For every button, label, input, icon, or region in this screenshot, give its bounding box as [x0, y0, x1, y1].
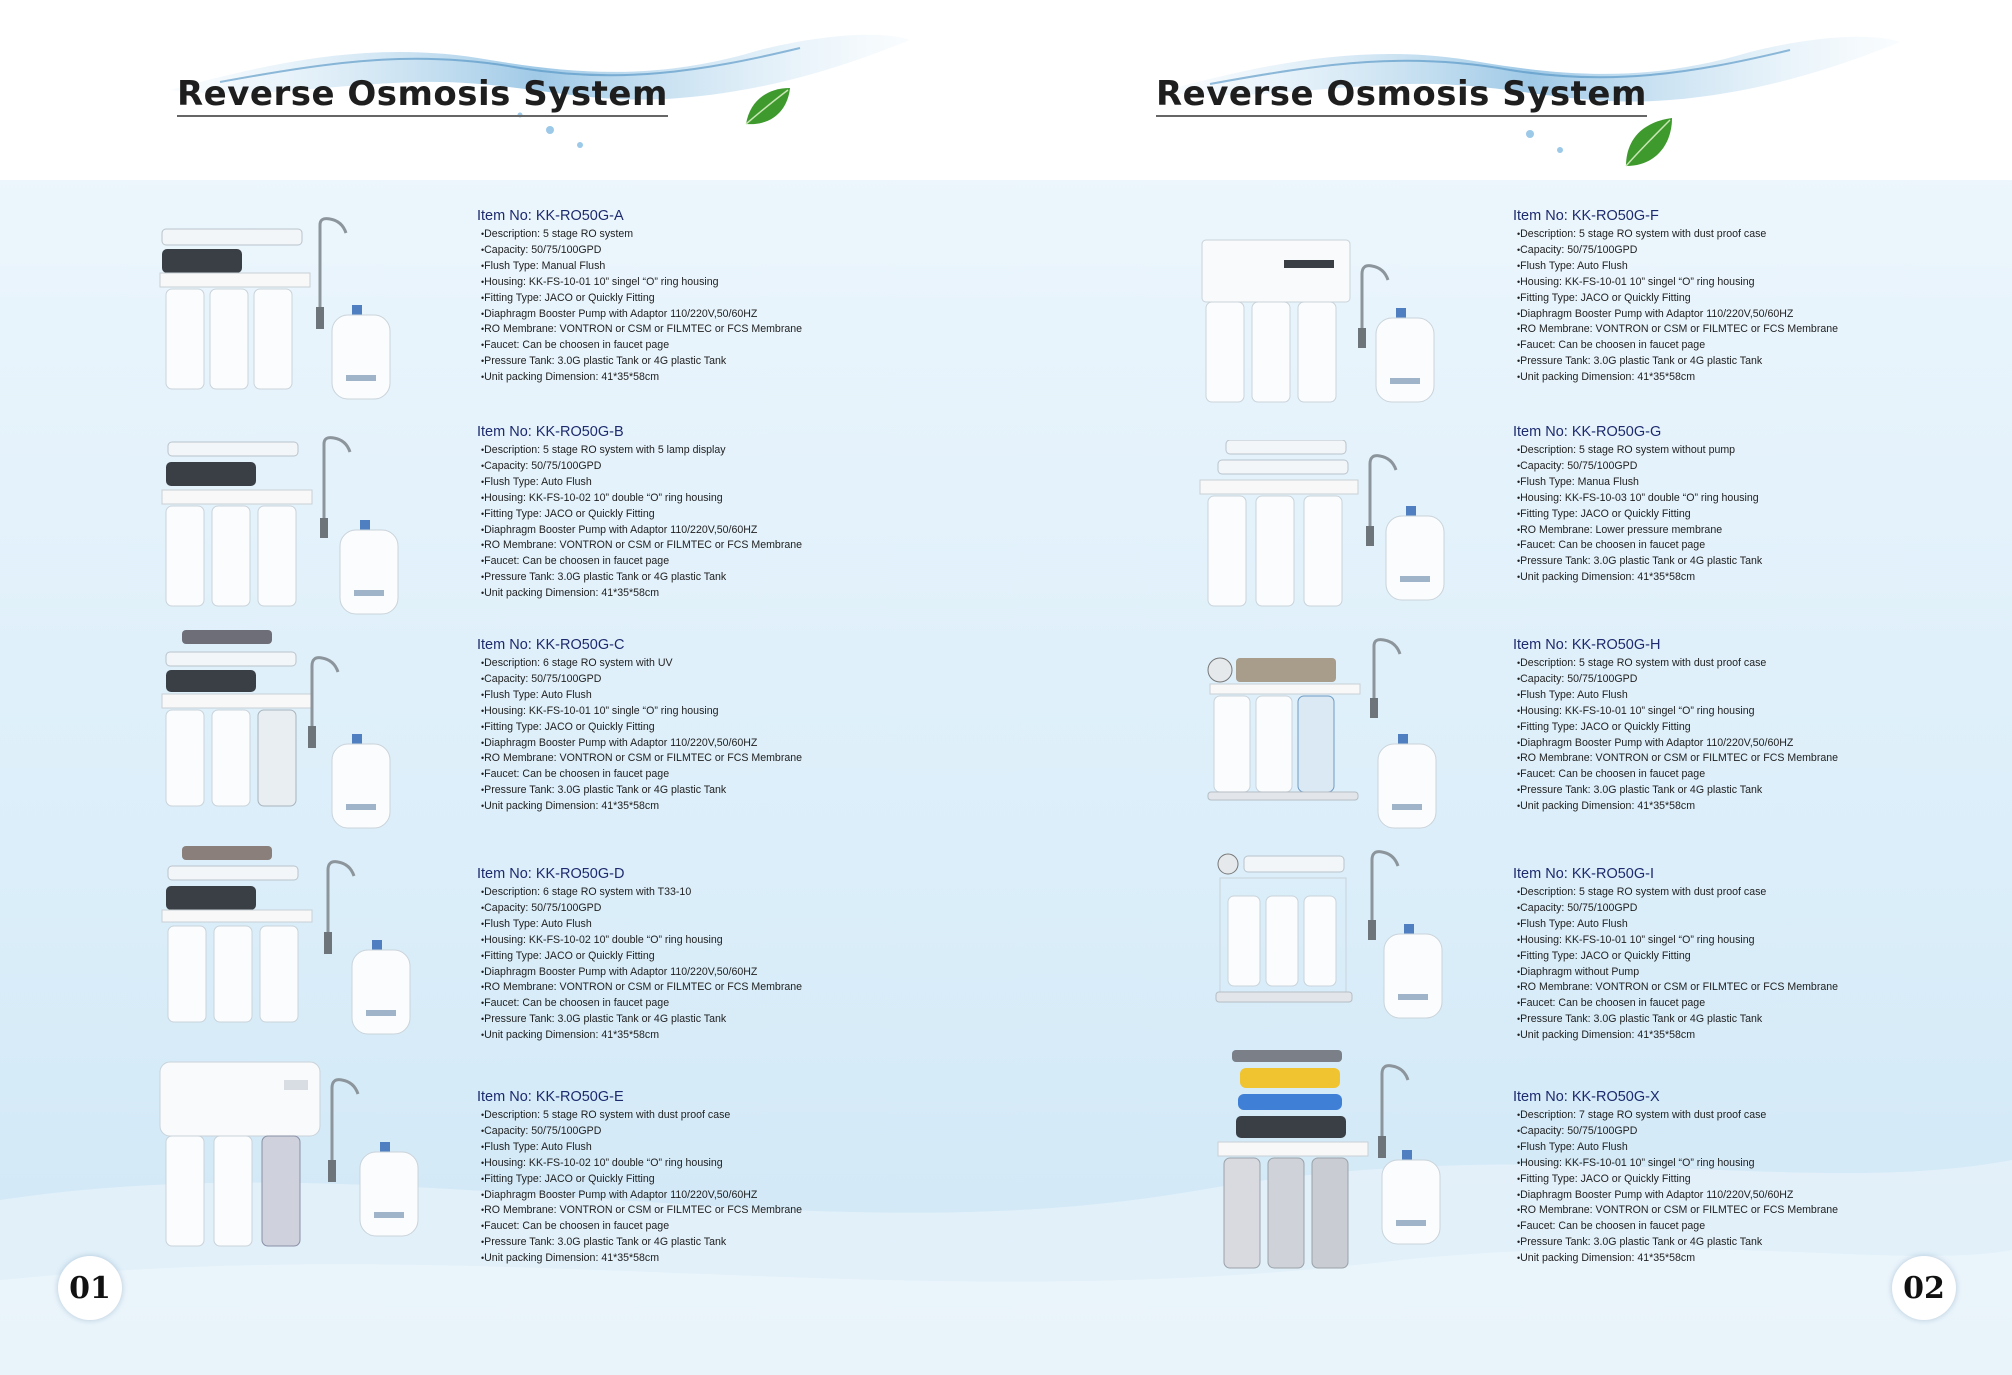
- spec-line: • Description: 5 stage RO system with dust proof case: [481, 1108, 897, 1124]
- spec-line: • Capacity: 50/75/100GPD: [1517, 459, 1933, 475]
- spec-list: [1513, 885, 1933, 1044]
- spec-line: • Faucet: Can be choosen in faucet page: [481, 338, 897, 354]
- item-number: Item No: KK-RO50G-A: [477, 208, 624, 224]
- spec-line: • Diaphragm Booster Pump with Adaptor 110/220V,50/60HZ: [481, 1188, 897, 1204]
- spec-line: • Pressure Tank: 3.0G plastic Tank or 4G plastic Tank: [481, 354, 897, 370]
- ro-system-icon: [156, 1060, 376, 1250]
- spec-line: • RO Membrane: Lower pressure membrane: [1517, 523, 1933, 539]
- spec-line: • RO Membrane: VONTRON or CSM or FILMTEC or FCS Membrane: [1517, 1203, 1933, 1219]
- spec-line: • RO Membrane: VONTRON or CSM or FILMTEC or FCS Membrane: [1517, 322, 1933, 338]
- spec-line: • Fitting Type: JACO or Quickly Fitting: [481, 1172, 897, 1188]
- spec-block-h: [1513, 637, 1933, 815]
- spec-line: • Pressure Tank: 3.0G plastic Tank or 4G plastic Tank: [481, 783, 897, 799]
- spec-line: • Diaphragm Booster Pump with Adaptor 110/220V,50/60HZ: [1517, 1188, 1933, 1204]
- spec-line: • Description: 6 stage RO system with UV: [481, 656, 897, 672]
- spec-line: • Faucet: Can be choosen in faucet page: [481, 767, 897, 783]
- spec-line: • Fitting Type: JACO or Quickly Fitting: [481, 949, 897, 965]
- spec-line: • Faucet: Can be choosen in faucet page: [1517, 1219, 1933, 1235]
- spec-line: • Fitting Type: JACO or Quickly Fitting: [481, 720, 897, 736]
- spec-line: • Pressure Tank: 3.0G plastic Tank or 4G plastic Tank: [1517, 554, 1933, 570]
- spec-block-a: [477, 208, 897, 386]
- spec-line: • Flush Type: Auto Flush: [481, 917, 897, 933]
- spec-line: • Housing: KK-FS-10-01 10” singel “O” ring housing: [1517, 275, 1933, 291]
- item-number: Item No: KK-RO50G-B: [477, 424, 624, 440]
- spec-line: • Flush Type: Auto Flush: [481, 475, 897, 491]
- spec-line: • Unit packing Dimension: 41*35*58cm: [481, 799, 897, 815]
- spec-line: • Flush Type: Auto Flush: [1517, 259, 1933, 275]
- ro-system-icon: [152, 846, 372, 1026]
- spec-block-g: [1513, 424, 1933, 586]
- spec-list: [1513, 1108, 1933, 1267]
- leaf-icon: [742, 84, 794, 130]
- ro-system-d-image: [152, 846, 372, 1026]
- spec-line: • Housing: KK-FS-10-01 10” single “O” ring housing: [481, 704, 897, 720]
- spec-line: • Unit packing Dimension: 41*35*58cm: [1517, 1028, 1933, 1044]
- spec-block-e: [477, 1089, 897, 1267]
- spec-line: • Description: 7 stage RO system with dust proof case: [1517, 1108, 1933, 1124]
- pressure-tank-x-image: [1376, 1150, 1446, 1250]
- spec-line: • Flush Type: Auto Flush: [481, 688, 897, 704]
- spec-line: • Capacity: 50/75/100GPD: [481, 1124, 897, 1140]
- pressure-tank-icon: [326, 734, 396, 834]
- spec-line: • Pressure Tank: 3.0G plastic Tank or 4G plastic Tank: [481, 570, 897, 586]
- pressure-tank-e-image: [354, 1142, 424, 1242]
- pressure-tank-icon: [1378, 924, 1448, 1024]
- spec-line: • Unit packing Dimension: 41*35*58cm: [481, 370, 897, 386]
- spec-line: • Pressure Tank: 3.0G plastic Tank or 4G plastic Tank: [1517, 1235, 1933, 1251]
- spec-line: • Unit packing Dimension: 41*35*58cm: [481, 586, 897, 602]
- spec-line: • Description: 5 stage RO system without pump: [1517, 443, 1933, 459]
- pressure-tank-icon: [1376, 1150, 1446, 1250]
- spec-line: • Pressure Tank: 3.0G plastic Tank or 4G plastic Tank: [1517, 783, 1933, 799]
- spec-line: • Description: 5 stage RO system: [481, 227, 897, 243]
- spec-line: • Unit packing Dimension: 41*35*58cm: [1517, 799, 1933, 815]
- spec-line: • Housing: KK-FS-10-01 10” singel “O” ring housing: [1517, 933, 1933, 949]
- spec-line: • Diaphragm Booster Pump with Adaptor 110/220V,50/60HZ: [1517, 307, 1933, 323]
- spec-line: • Housing: KK-FS-10-01 10” singel “O” ring housing: [481, 275, 897, 291]
- page-title-right: Reverse Osmosis System: [1156, 74, 1647, 117]
- spec-line: • Unit packing Dimension: 41*35*58cm: [1517, 570, 1933, 586]
- spec-line: • Capacity: 50/75/100GPD: [1517, 1124, 1933, 1140]
- spec-line: • Diaphragm Booster Pump with Adaptor 110/220V,50/60HZ: [481, 523, 897, 539]
- spec-line: • Fitting Type: JACO or Quickly Fitting: [481, 507, 897, 523]
- leaf-icon: [1620, 114, 1676, 172]
- spec-line: • Flush Type: Auto Flush: [1517, 1140, 1933, 1156]
- spec-block-x: [1513, 1089, 1933, 1267]
- page-number-right: 02: [1892, 1256, 1956, 1320]
- spec-line: • Fitting Type: JACO or Quickly Fitting: [481, 291, 897, 307]
- spec-line: • Diaphragm Booster Pump with Adaptor 110/220V,50/60HZ: [1517, 736, 1933, 752]
- spec-line: • Faucet: Can be choosen in faucet page: [1517, 538, 1933, 554]
- pressure-tank-i-image: [1378, 924, 1448, 1024]
- spec-block-f: [1513, 208, 1933, 386]
- spec-list: [1513, 227, 1933, 386]
- spec-line: • RO Membrane: VONTRON or CSM or FILMTEC or FCS Membrane: [481, 538, 897, 554]
- spec-list: [477, 1108, 897, 1267]
- spec-line: • Faucet: Can be choosen in faucet page: [1517, 338, 1933, 354]
- spec-line: • Capacity: 50/75/100GPD: [1517, 243, 1933, 259]
- spec-line: • Fitting Type: JACO or Quickly Fitting: [1517, 1172, 1933, 1188]
- spec-block-d: [477, 866, 897, 1044]
- spec-line: • Faucet: Can be choosen in faucet page: [481, 1219, 897, 1235]
- spec-line: • RO Membrane: VONTRON or CSM or FILMTEC or FCS Membrane: [1517, 980, 1933, 996]
- pressure-tank-icon: [354, 1142, 424, 1242]
- spec-line: • Housing: KK-FS-10-01 10” singel “O” ring housing: [1517, 704, 1933, 720]
- spec-line: • Pressure Tank: 3.0G plastic Tank or 4G plastic Tank: [481, 1235, 897, 1251]
- pressure-tank-icon: [1380, 506, 1450, 606]
- spec-block-b: [477, 424, 897, 602]
- spec-line: • Housing: KK-FS-10-02 10” double “O” ring housing: [481, 933, 897, 949]
- spec-line: • Diaphragm Booster Pump with Adaptor 110/220V,50/60HZ: [481, 736, 897, 752]
- spec-line: • Capacity: 50/75/100GPD: [481, 901, 897, 917]
- pressure-tank-icon: [1372, 734, 1442, 834]
- spec-line: • Housing: KK-FS-10-02 10” double “O” ring housing: [481, 1156, 897, 1172]
- spec-line: • Diaphragm Booster Pump with Adaptor 110/220V,50/60HZ: [481, 965, 897, 981]
- spec-line: • Faucet: Can be choosen in faucet page: [481, 554, 897, 570]
- spec-line: • Housing: KK-FS-10-01 10” singel “O” ring housing: [1517, 1156, 1933, 1172]
- spec-list: [477, 443, 897, 602]
- pressure-tank-f-image: [1370, 308, 1440, 408]
- item-number: Item No: KK-RO50G-F: [1513, 208, 1659, 224]
- ro-system-e-image: [156, 1060, 376, 1250]
- pressure-tank-icon: [346, 940, 416, 1040]
- item-number: Item No: KK-RO50G-E: [477, 1089, 624, 1105]
- spec-line: • Unit packing Dimension: 41*35*58cm: [481, 1028, 897, 1044]
- spec-line: • Capacity: 50/75/100GPD: [481, 672, 897, 688]
- spec-list: [477, 885, 897, 1044]
- pressure-tank-icon: [326, 305, 396, 405]
- pressure-tank-a-image: [326, 305, 396, 405]
- pressure-tank-b-image: [334, 520, 404, 620]
- spec-line: • Description: 6 stage RO system with T33-10: [481, 885, 897, 901]
- spec-line: • Description: 5 stage RO system with dust proof case: [1517, 227, 1933, 243]
- spec-list: [1513, 443, 1933, 586]
- spec-list: [477, 656, 897, 815]
- spec-line: • Flush Type: Auto Flush: [1517, 917, 1933, 933]
- spec-line: • Unit packing Dimension: 41*35*58cm: [1517, 1251, 1933, 1267]
- spec-line: • RO Membrane: VONTRON or CSM or FILMTEC or FCS Membrane: [481, 322, 897, 338]
- spec-list: [1513, 656, 1933, 815]
- page-title-left: Reverse Osmosis System: [177, 74, 668, 117]
- spec-line: • RO Membrane: VONTRON or CSM or FILMTEC or FCS Membrane: [481, 1203, 897, 1219]
- spec-line: • Diaphragm Booster Pump with Adaptor 110/220V,50/60HZ: [481, 307, 897, 323]
- spec-line: • RO Membrane: VONTRON or CSM or FILMTEC or FCS Membrane: [1517, 751, 1933, 767]
- page-number-left: 01: [58, 1256, 122, 1320]
- spec-line: • Unit packing Dimension: 41*35*58cm: [1517, 370, 1933, 386]
- spec-line: • Capacity: 50/75/100GPD: [481, 243, 897, 259]
- item-number: Item No: KK-RO50G-C: [477, 637, 625, 653]
- item-number: Item No: KK-RO50G-G: [1513, 424, 1662, 440]
- pressure-tank-c-image: [326, 734, 396, 834]
- spec-line: • Flush Type: Manua Flush: [1517, 475, 1933, 491]
- pressure-tank-g-image: [1380, 506, 1450, 606]
- item-number: Item No: KK-RO50G-H: [1513, 637, 1661, 653]
- spec-block-c: [477, 637, 897, 815]
- spec-line: • Unit packing Dimension: 41*35*58cm: [481, 1251, 897, 1267]
- spec-line: • Description: 5 stage RO system with dust proof case: [1517, 656, 1933, 672]
- spec-list: [477, 227, 897, 386]
- spec-line: • Flush Type: Manual Flush: [481, 259, 897, 275]
- spec-line: • Capacity: 50/75/100GPD: [1517, 672, 1933, 688]
- spec-line: • Pressure Tank: 3.0G plastic Tank or 4G plastic Tank: [481, 1012, 897, 1028]
- spec-line: • Fitting Type: JACO or Quickly Fitting: [1517, 507, 1933, 523]
- item-number: Item No: KK-RO50G-X: [1513, 1089, 1660, 1105]
- spec-line: • Diaphragm without Pump: [1517, 965, 1933, 981]
- spec-line: • Capacity: 50/75/100GPD: [481, 459, 897, 475]
- spec-line: • Pressure Tank: 3.0G plastic Tank or 4G plastic Tank: [1517, 1012, 1933, 1028]
- spec-line: • Pressure Tank: 3.0G plastic Tank or 4G plastic Tank: [1517, 354, 1933, 370]
- spec-line: • RO Membrane: VONTRON or CSM or FILMTEC or FCS Membrane: [481, 980, 897, 996]
- spec-line: • Housing: KK-FS-10-02 10” double “O” ring housing: [481, 491, 897, 507]
- pressure-tank-d-image: [346, 940, 416, 1040]
- spec-line: • Flush Type: Auto Flush: [481, 1140, 897, 1156]
- spec-line: • Faucet: Can be choosen in faucet page: [1517, 996, 1933, 1012]
- spec-line: • Description: 5 stage RO system with 5 lamp display: [481, 443, 897, 459]
- pressure-tank-h-image: [1372, 734, 1442, 834]
- spec-line: • RO Membrane: VONTRON or CSM or FILMTEC or FCS Membrane: [481, 751, 897, 767]
- spec-line: • Faucet: Can be choosen in faucet page: [481, 996, 897, 1012]
- spec-line: • Faucet: Can be choosen in faucet page: [1517, 767, 1933, 783]
- spec-line: • Description: 5 stage RO system with dust proof case: [1517, 885, 1933, 901]
- spec-line: • Capacity: 50/75/100GPD: [1517, 901, 1933, 917]
- item-number: Item No: KK-RO50G-D: [477, 866, 625, 882]
- spec-line: • Housing: KK-FS-10-03 10” double “O” ring housing: [1517, 491, 1933, 507]
- pressure-tank-icon: [1370, 308, 1440, 408]
- spec-line: • Fitting Type: JACO or Quickly Fitting: [1517, 720, 1933, 736]
- spec-block-i: [1513, 866, 1933, 1044]
- spec-line: • Flush Type: Auto Flush: [1517, 688, 1933, 704]
- item-number: Item No: KK-RO50G-I: [1513, 866, 1655, 882]
- spec-line: • Fitting Type: JACO or Quickly Fitting: [1517, 949, 1933, 965]
- pressure-tank-icon: [334, 520, 404, 620]
- spec-line: • Fitting Type: JACO or Quickly Fitting: [1517, 291, 1933, 307]
